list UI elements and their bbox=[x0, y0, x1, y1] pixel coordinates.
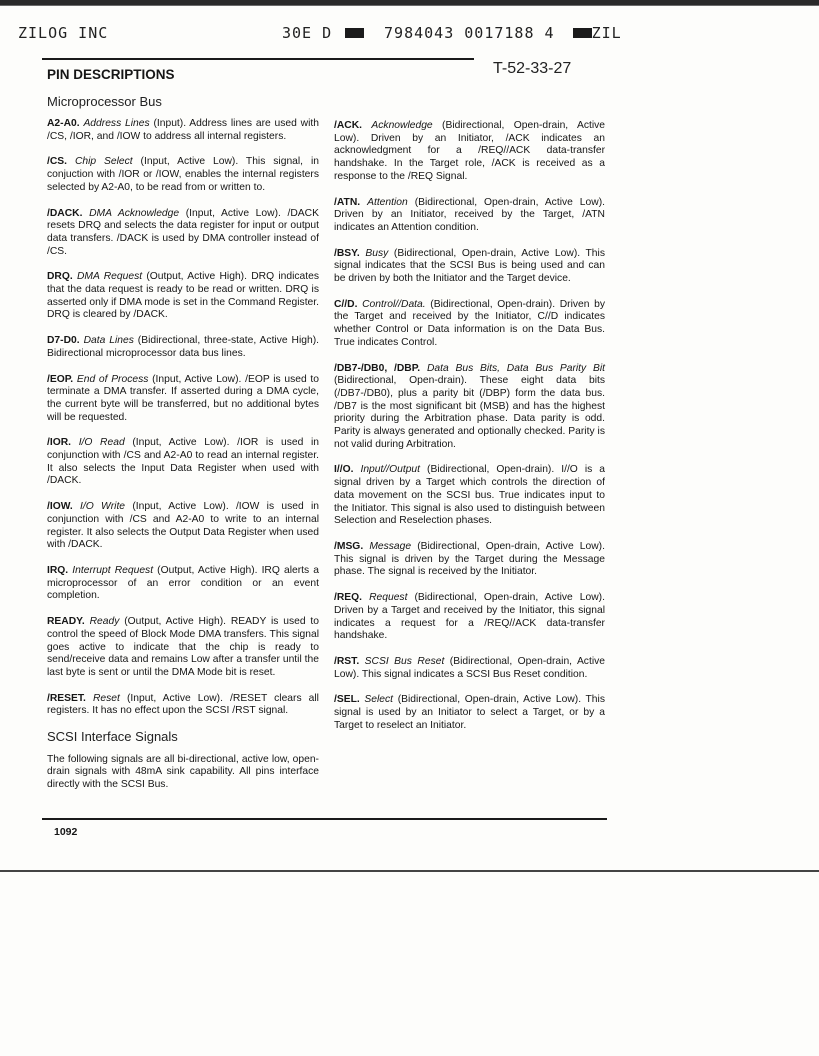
pin-entry bbox=[334, 592, 605, 643]
pin-entry bbox=[47, 501, 319, 552]
pin-description: (Bidirectional, Open-drain). I//O is a signal driven by a Target which controls the direction of data movement on the SCSI bus. True indicates input to the Initiator. This signal is also used to distinguish between Selection and Reselection phases. bbox=[334, 464, 605, 527]
pin-name: Data Bus Bits, Data Bus Parity Bit bbox=[426, 362, 605, 374]
pin-entry bbox=[47, 208, 319, 259]
pin-description: (Input, Active Low). /IOR is used in conjunction with /CS and A2-A0 to read an internal register. It also selects the Input Data Register when used with /DACK. bbox=[47, 437, 319, 487]
pin-term: /REQ. bbox=[334, 592, 363, 604]
pin-name: Input//Output bbox=[360, 464, 421, 476]
pin-description: (Input, Active Low). /DACK resets DRQ and selects the data register for input or output data transfers. /DACK is used by DMA controller instead of /CS. bbox=[47, 207, 319, 257]
pin-term: /CS. bbox=[47, 156, 68, 168]
pin-entry bbox=[334, 656, 605, 681]
pin-name: Address Lines bbox=[83, 118, 150, 129]
pin-description: (Input, Active Low). /EOP is used to terminate a DMA transfer. If asserted during a DMA cycle, the current byte will be transferred, but no additional bytes will be requested. bbox=[47, 373, 319, 423]
pin-term: /DB7-/DB0, /DBP. bbox=[334, 362, 421, 374]
pin-name: Acknowledge bbox=[371, 120, 433, 131]
pin-description: (Bidirectional, Open-drain). Driven by the Target and received by the Initiator, C//D indicates whether Control or Data information is on the Data Bus. True indicates Control. bbox=[334, 298, 605, 348]
pin-entry bbox=[47, 271, 319, 322]
pin-entry bbox=[334, 197, 605, 235]
pin-term: /BSY. bbox=[334, 247, 360, 259]
pin-name: Reset bbox=[93, 692, 120, 704]
pin-entry bbox=[334, 120, 605, 184]
pin-description: (Bidirectional, Open-drain, Active Low). This signal indicates a SCSI Bus Reset condition. bbox=[334, 655, 605, 680]
pin-description: (Output, Active High). DRQ indicates that the data request is ready to be read or written. DRQ is asserted only if DMA mode is set in the Command Register. DRQ is cleared by /DACK. bbox=[47, 271, 319, 321]
footer-rule bbox=[42, 818, 607, 820]
pin-entry bbox=[334, 299, 605, 350]
pin-entry bbox=[334, 363, 605, 452]
pin-term: IRQ. bbox=[47, 564, 69, 576]
barcode-block-icon bbox=[345, 28, 364, 38]
pin-name: End of Process bbox=[76, 373, 149, 385]
pin-entry bbox=[47, 565, 319, 603]
section-heading-microprocessor-bus: Microprocessor Bus bbox=[47, 94, 162, 109]
pin-term: I//O. bbox=[334, 464, 354, 476]
pin-name: Data Lines bbox=[83, 335, 134, 347]
pin-description: (Bidirectional, Open-drain, Active Low). This signal indicates that the SCSI Bus is being used and can be driven by both the Initiator and the Target device. bbox=[334, 247, 605, 285]
section-heading-scsi: SCSI Interface Signals bbox=[47, 729, 178, 745]
pin-name: Ready bbox=[89, 616, 120, 628]
pin-term: /IOW. bbox=[47, 501, 73, 513]
pin-entry bbox=[47, 616, 319, 680]
pin-entry bbox=[334, 694, 605, 732]
right-column bbox=[334, 120, 605, 745]
pin-entry bbox=[47, 118, 319, 143]
pin-name: Interrupt Request bbox=[72, 564, 154, 576]
pin-description: (Bidirectional, Open-drain, Active Low). Driven by a Target and received by the Initiator, this signal indicates a request for a /REQ//ACK data-transfer handshake. bbox=[334, 592, 605, 642]
stamp-serial bbox=[345, 24, 622, 42]
pin-entry bbox=[334, 464, 605, 528]
pin-name: Busy bbox=[365, 247, 389, 259]
pin-term: /MSG. bbox=[334, 540, 364, 552]
page-title: PIN DESCRIPTIONS bbox=[47, 67, 175, 82]
scsi-intro-text: The following signals are all bi-directional, active low, open-drain signals with 48mA sink capability. All pins interface directly with the SCSI Bus. bbox=[47, 753, 319, 791]
left-entry-list bbox=[47, 118, 319, 718]
pin-name: Request bbox=[369, 592, 408, 604]
pin-term: /RST. bbox=[334, 655, 360, 667]
pin-entry bbox=[47, 693, 319, 718]
pin-description: (Output, Active High). READY is used to control the speed of Block Mode DMA transfers. This signal goes active to indicate that the chip is ready to send/receive data and remains Low after a transfer until the last byte is sent or until the DMA Mode bit is reset. bbox=[47, 616, 319, 678]
pin-term: READY. bbox=[47, 616, 85, 628]
left-column bbox=[47, 118, 319, 805]
pin-entry bbox=[334, 248, 605, 286]
stamp-suffix: ZIL bbox=[591, 24, 622, 42]
stamp-code: 30E D bbox=[282, 24, 333, 42]
pin-name: Chip Select bbox=[74, 156, 133, 168]
pin-description: (Input, Active Low). This signal, in conjuction with /IOR or /IOW, enables the internal registers selected by A2-A0, to be read from or written to. bbox=[47, 156, 319, 193]
pin-description: (Input). Address lines are used with /CS, /IOR, and /IOW to address all internal registers. bbox=[47, 118, 319, 142]
stamp-numbers: 7984043 0017188 4 bbox=[384, 24, 555, 42]
pin-term: /IOR. bbox=[47, 437, 72, 449]
pin-description: (Bidirectional, three-state, Active High). Bidirectional microprocessor data bus lines. bbox=[47, 335, 319, 359]
page-number: 1092 bbox=[54, 826, 78, 838]
pin-term: /ATN. bbox=[334, 196, 361, 208]
pin-entry bbox=[47, 335, 319, 360]
pin-term: /RESET. bbox=[47, 692, 86, 704]
pin-name: Message bbox=[369, 540, 412, 552]
pin-description: (Bidirectional, Open-drain, Active Low). This signal is driven by the Target during the Message phase. The signal is received by the Initiator. bbox=[334, 540, 605, 578]
pin-name: I/O Write bbox=[80, 501, 126, 513]
pin-term: A2-A0. bbox=[47, 118, 80, 129]
pin-term: D7-D0. bbox=[47, 335, 80, 347]
pin-term: /EOP. bbox=[47, 373, 74, 385]
pin-entry bbox=[47, 374, 319, 425]
header-rule bbox=[42, 58, 474, 60]
barcode-block-icon bbox=[573, 28, 592, 38]
pin-description: (Input, Active Low). /IOW is used in conjunction with /CS and A2-A0 to write to an internal register. It also selects the Output Data Register when used with /DACK. bbox=[47, 501, 319, 551]
pin-description: (Bidirectional, Open-drain, Active Low). This signal is used by an Initiator to select a Target, or by a Target to reselect an Initiator. bbox=[334, 694, 605, 731]
pin-description: (Input, Active Low). /RESET clears all registers. It has no effect upon the SCSI /RST signal. bbox=[47, 692, 319, 717]
pin-term: DRQ. bbox=[47, 271, 73, 283]
pin-term: /SEL. bbox=[334, 694, 360, 706]
pin-entry bbox=[334, 541, 605, 579]
pin-name: DMA Acknowledge bbox=[89, 207, 180, 219]
pin-description: (Bidirectional, Open-drain, Active Low). Driven by an Initiator, /ACK indicates an acknowledgment for a /REQ//ACK data-transfer handshake. In the Target role, /ACK is received as a response to the /REQ Signal. bbox=[334, 120, 605, 182]
pin-name: Attention bbox=[367, 196, 408, 208]
pin-description: (Output, Active High). IRQ alerts a microprocessor of an error condition or an event completion. bbox=[47, 564, 319, 602]
pin-name: I/O Read bbox=[78, 437, 125, 449]
pin-description: (Bidirectional, Open-drain). These eight data bits (/DB7-/DB0), plus a parity bit (/DBP) form the data bus. /DB7 is the most significant bit (MSB) and has the highest priority during the Arbitration phase. Data parity is odd. Parity is always generated and optionally checked. Parity is not valid during Arbitration. bbox=[334, 375, 605, 450]
bottom-scan-rule bbox=[0, 870, 819, 872]
pin-name: Select bbox=[364, 694, 394, 706]
handwritten-code: T-52-33-27 bbox=[493, 60, 572, 77]
pin-entry bbox=[47, 437, 319, 488]
top-scan-rule-thin bbox=[0, 5, 819, 6]
pin-entry bbox=[47, 156, 319, 194]
pin-term: /ACK. bbox=[334, 120, 363, 131]
pin-name: Control//Data. bbox=[362, 298, 426, 310]
pin-term: C//D. bbox=[334, 298, 358, 310]
pin-name: SCSI Bus Reset bbox=[364, 655, 445, 667]
pin-description: (Bidirectional, Open-drain, Active Low). Driven by an Initiator, received by the Target, /ATN indicates an Attention condition. bbox=[334, 196, 605, 233]
stamp-company: ZILOG INC bbox=[18, 24, 109, 42]
right-entry-list bbox=[334, 120, 605, 732]
pin-name: DMA Request bbox=[77, 271, 143, 283]
pin-term: /DACK. bbox=[47, 207, 83, 219]
